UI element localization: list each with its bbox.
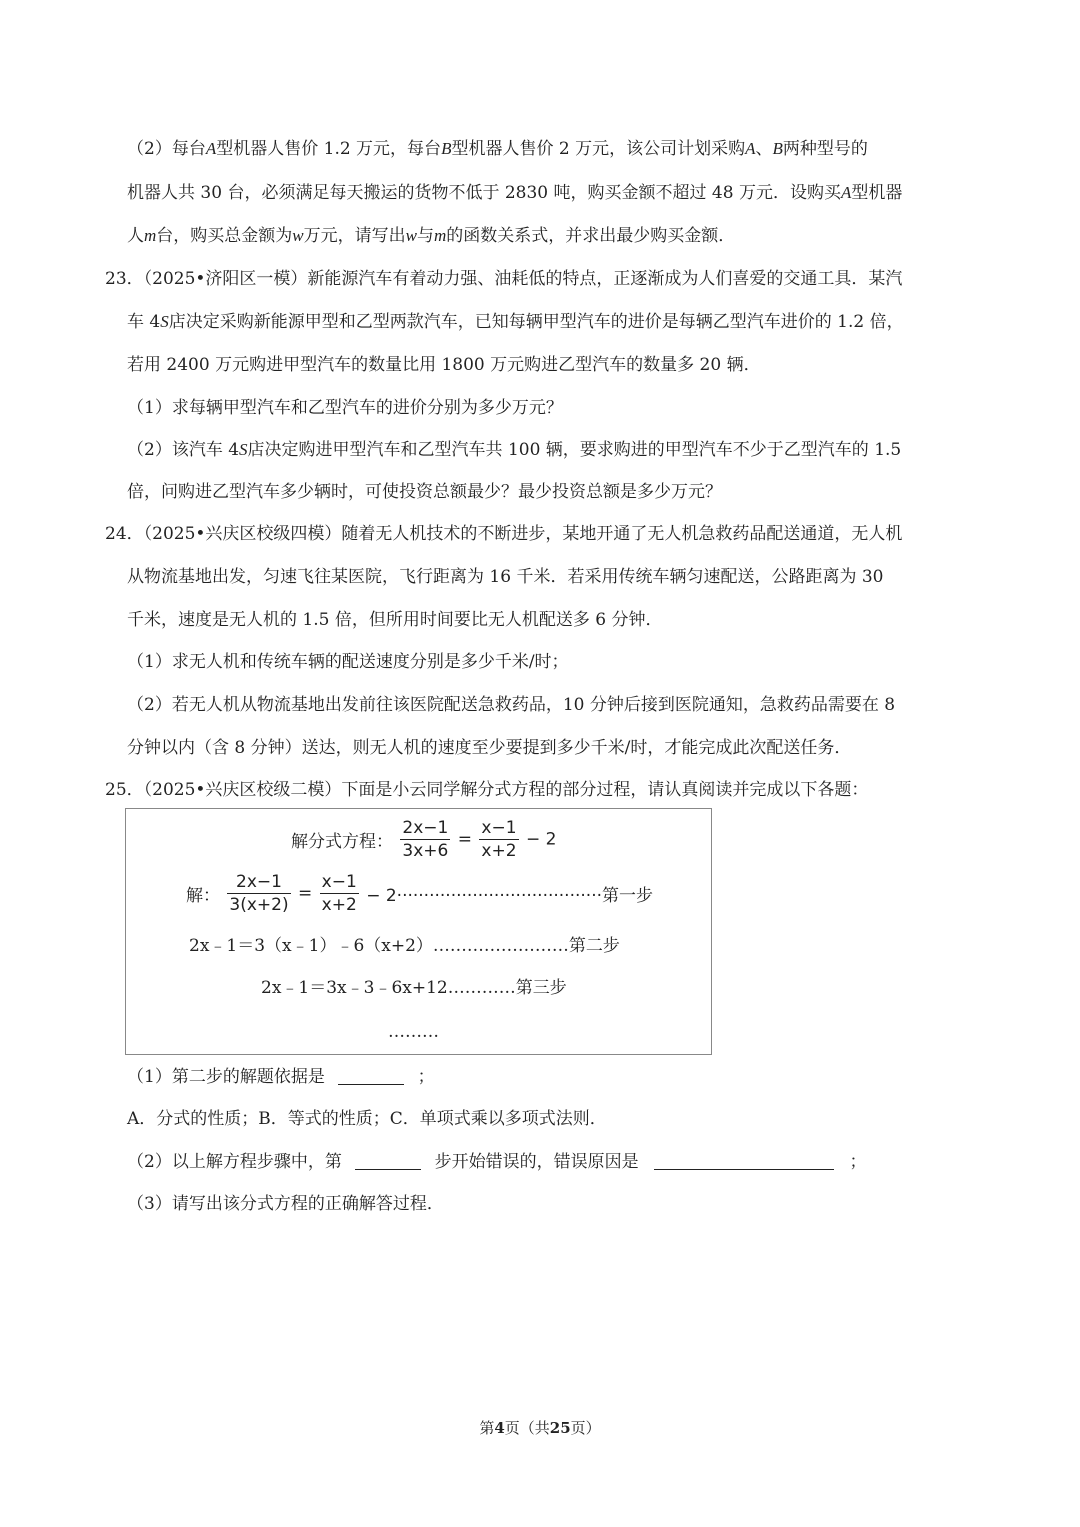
step-2: 2x﹣1＝3（x﹣1）﹣6（x+2）……………………第二步 (189, 936, 620, 956)
fraction-right: $\frac{x-1}{x+2}$ (481, 818, 517, 861)
q23-stem-line3: 若用 2400 万元购进甲型汽车的数量比用 1800 万元购进乙型汽车的数量多 20 辆． (127, 355, 761, 375)
q24-stem-line3: 千米，速度是无人机的 1.5 倍，但所用时间要比无人机配送多 6 分钟． (127, 610, 663, 630)
step1-fraction-left: $\frac{2x-1}{3(x+2)}$ (229, 872, 289, 915)
q25-options: A．分式的性质；B．等式的性质；C．单项式乘以多项式法则． (127, 1109, 607, 1129)
step1-fraction-right: $\frac{x-1}{x+2}$ (321, 872, 357, 915)
answer-blank-2[interactable] (355, 1151, 421, 1170)
q22-part2-line2: 机器人共 30 台，必须满足每天搬运的货物不低于 2830 吨，购买金额不超过 48 万元．设购买A型机器 (127, 183, 903, 203)
q25-stem: 25．（2025•兴庆区校级二模）下面是小云同学解分式方程的部分过程，请认真阅读并完成以下各题： (105, 780, 869, 800)
q23-stem-line1: 23．（2025•济阳区一模）新能源汽车有着动力强、油耗低的特点，正逐渐成为人们喜爱的交通工具．某汽 (105, 269, 903, 289)
q23-stem-line2: 车 4S店决定采购新能源甲型和乙型两款汽车，已知每辆甲型汽车的进价是每辆乙型汽车进价的 1.2 倍， (127, 312, 904, 332)
q24-stem-line1: 24．（2025•兴庆区校级四模）随着无人机技术的不断进步，某地开通了无人机急救药品配送通道，无人机 (105, 524, 903, 544)
step-3: 2x﹣1＝3x﹣3﹣6x+12…………第三步 (261, 978, 567, 998)
page-footer: 第4页（共25页） (479, 1419, 601, 1437)
fraction-left: $\frac{2x-1}{3x+6}$ (402, 818, 449, 861)
answer-blank-3[interactable] (654, 1151, 834, 1170)
step-ellipsis: ……… (388, 1022, 439, 1042)
q25-part1: （1）第二步的解题依据是 ； (127, 1067, 435, 1087)
q24-stem-line2: 从物流基地出发，匀速飞往某医院，飞行距离为 16 千米．若采用传统车辆匀速配送，公路距离为 30 (127, 567, 884, 587)
step-1: 解： $\frac{2x-1}{3(x+2)}$ = $\frac{x-1}{x+2}$ − 2······································第一步 (186, 872, 654, 915)
q24-part2-line1: （2）若无人机从物流基地出发前往该医院配送急救药品，10 分钟后接到医院通知，急救药品需要在 8 (127, 695, 896, 715)
q25-part2: （2）以上解方程步骤中，第 步开始错误的，错误原因是 ； (127, 1152, 867, 1172)
equation-line: 解分式方程： $\frac{2x-1}{3x+6}$ = $\frac{x-1}{x+2}$ − 2 (291, 818, 557, 861)
q22-part2-line1: （2）每台A型机器人售价 1.2 万元，每台B型机器人售价 2 万元，该公司计划采购A、B两种型号的 (127, 139, 868, 159)
q24-part1: （1）求无人机和传统车辆的配送速度分别是多少千米/时； (127, 652, 569, 672)
q23-part2-line2: 倍，问购进乙型汽车多少辆时，可使投资总额最少？最少投资总额是多少万元？ (127, 482, 722, 502)
solution-box (125, 808, 712, 1055)
q25-part3: （3）请写出该分式方程的正确解答过程． (127, 1194, 444, 1214)
q22-part2-line3: 人m台，购买总金额为w万元，请写出w与m的函数关系式，并求出最少购买金额． (127, 226, 736, 246)
answer-blank-1[interactable] (338, 1066, 404, 1085)
q24-part2-line2: 分钟以内（含 8 分钟）送达，则无人机的速度至少要提到多少千米/时，才能完成此次配送任务． (127, 738, 852, 758)
q23-part1: （1）求每辆甲型汽车和乙型汽车的进价分别为多少万元？ (127, 398, 563, 418)
q23-part2-line1: （2）该汽车 4S店决定购进甲型汽车和乙型汽车共 100 辆，要求购进的甲型汽车不少于乙型汽车的 1.5 (127, 440, 902, 460)
